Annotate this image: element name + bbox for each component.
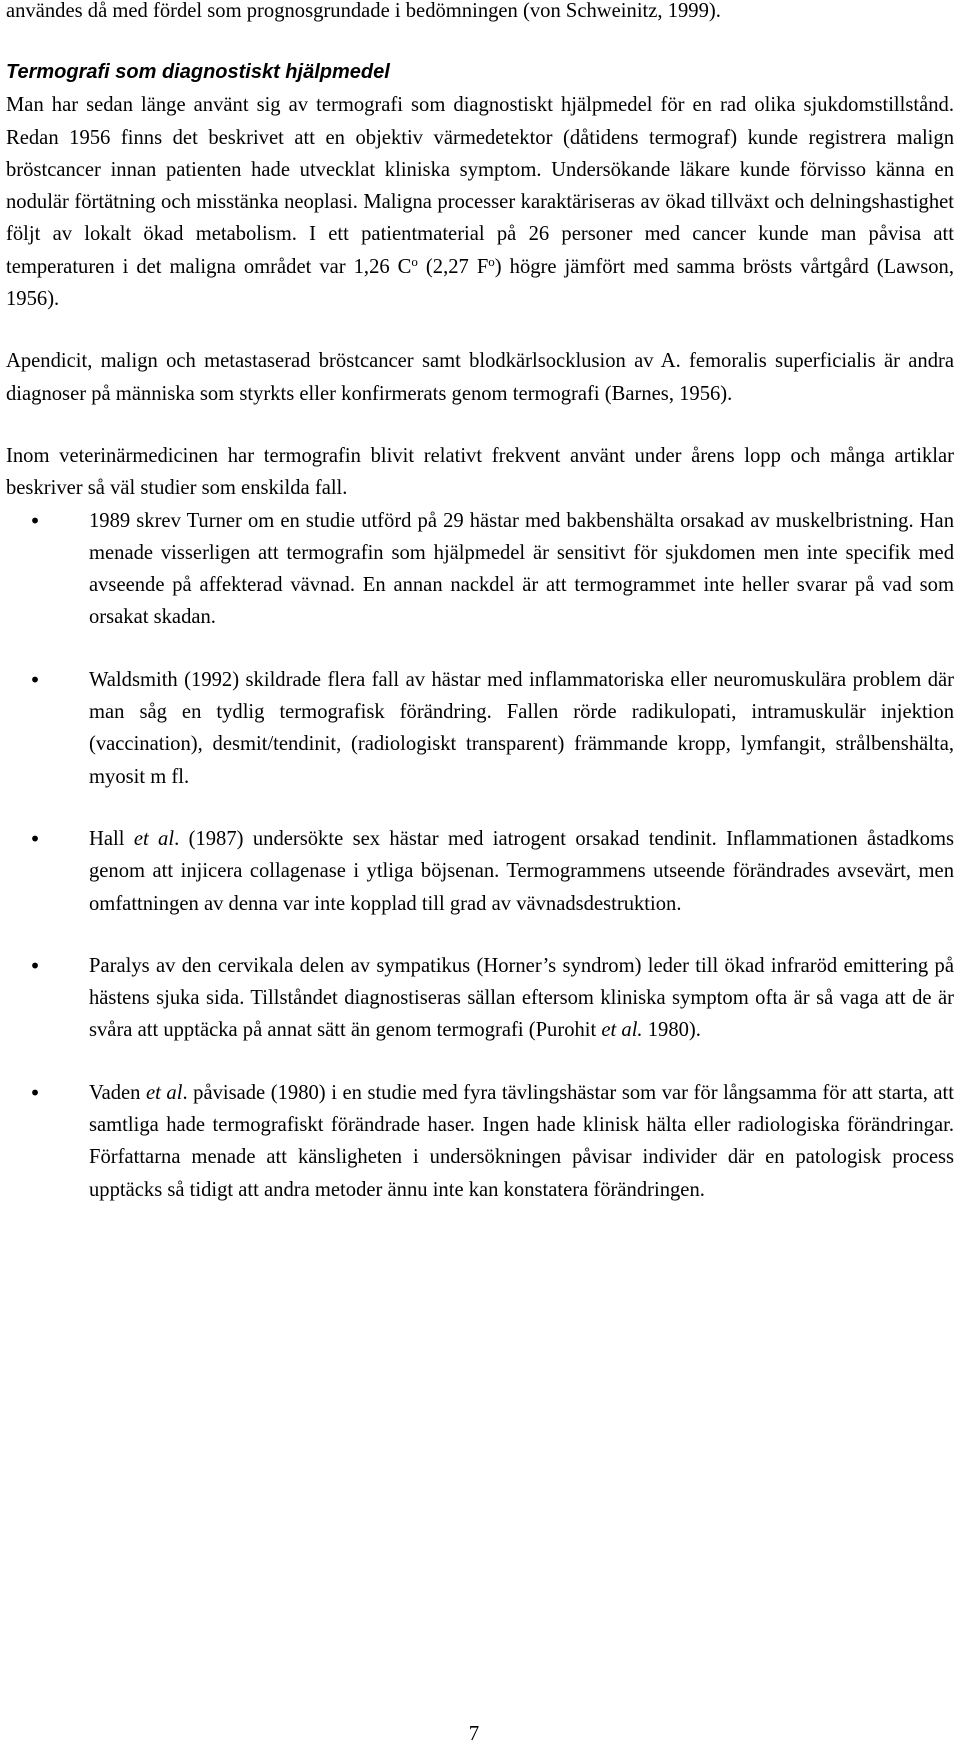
section-heading: Termografi som diagnostiskt hjälpmedel — [6, 61, 390, 84]
paragraph-text: Man har sedan länge använt sig av termografi som diagnostiskt hjälpmedel för en rad olika sjukdomstillstånd. Redan 1956 finns det beskrivet att en objektiv värmedetektor (dåtidens termograf) kunde registrera malign bröstcancer innan patienten hade utvecklat kliniska symptom. Undersökande läkare kunde förvisso känna en nodulär förtätning och misstänka neoplasi. Maligna processer karaktäriseras av ökad tillväxt och delningshastighet följt av lokalt ökad metabolism. I ett patientmaterial på 26 personer med cancer kunde man påvisa att temperaturen i det maligna området var 1,26 C — [6, 94, 954, 278]
list-item-text: . påvisade (1980) i en studie med fyra tävlingshästar som var för långsamma för att starta, att samtliga hade termografiskt förändrade haser. Ingen hade klinisk hälta eller radiologiska förändringar. Författarna menade att känsligheten i undersökningen påvisar individer där en patologisk process upptäcks så tidigt att andra metoder ännu inte kan konstatera förändringen. — [89, 1081, 954, 1201]
degree-superscript: o — [488, 253, 495, 269]
list-item — [6, 1077, 954, 1206]
list-item-text: Hall — [89, 827, 134, 850]
list-item-text: . (1987) undersökte sex hästar med iatrogent orsakad tendinit. Inflammationen åstadkoms genom att injicera collagenase i ytliga böjsenan. Termogrammens utseende förändrades avsevärt, men omfattningen av denna var inte kopplad till grad av vävnadsdestruktion. — [89, 827, 954, 915]
page-number: 7 — [468, 1721, 480, 1745]
degree-superscript: o — [411, 253, 418, 269]
intro-paragraph: användes då med fördel som prognosgrundade i bedömningen (von Schweinitz, 1999). — [6, 0, 721, 22]
bullet-icon: • — [29, 826, 41, 851]
list-item — [6, 950, 954, 1047]
body-paragraph-veterinary: Inom veterinärmedicinen har termografin blivit relativt frekvent använt under årens lopp och många artiklar beskriver så väl studier som enskilda fall. — [6, 444, 954, 500]
list-item — [6, 664, 954, 793]
body-paragraph-thermography — [6, 89, 954, 315]
bullet-icon: • — [29, 667, 41, 692]
bullet-icon: • — [29, 1080, 41, 1105]
bullet-icon: • — [29, 953, 41, 978]
list-item-text: Paralys av den cervikala delen av sympatikus (Horner’s syndrom) leder till ökad infraröd emittering på hästens sjuka sida. Tillståndet diagnostiseras sällan eftersom kliniska symptom ofta är så vaga att de är svåra att upptäcka på annat sätt än genom termografi (Purohit — [89, 954, 954, 1042]
list-item — [6, 505, 954, 634]
et-al-italic: et al. — [601, 1019, 643, 1042]
bullet-icon: • — [29, 508, 41, 533]
paragraph-text: ) högre jämfört med samma brösts vårtgård (Lawson, 1956). — [6, 255, 954, 311]
paragraph-text: (2,27 F — [417, 255, 489, 278]
bullet-list — [6, 505, 954, 1206]
list-item-text: Waldsmith (1992) skildrade flera fall av hästar med inflammatoriska eller neuromuskulära problem där man såg en tydlig termografisk förändring. Fallen rörde radikulopati, intramuskulär injektion (vaccination), desmit/tendinit, (radiologiskt transparent) främmande kropp, lymfangit, strålbenshälta, myosit m fl. — [89, 668, 954, 788]
list-item-text: Vaden — [89, 1081, 147, 1104]
list-item-text: 1989 skrev Turner om en studie utförd på 29 hästar med bakbenshälta orsakad av muskelbristning. Han menade visserligen att termografin som hjälpmedel är sensitivt för sjukdomen men inte specifik med avseende på affekterad vävnad. En annan nackdel är att termogrammet inte heller svarar på vad som orsakat skadan. — [89, 509, 954, 629]
et-al-italic: et al — [146, 1081, 183, 1104]
body-paragraph-diagnoses: Apendicit, malign och metastaserad bröstcancer samt blodkärlsocklusion av A. femoralis superficialis är andra diagnoser på människa som styrkts eller konfirmerats genom termografi (Barnes, 1956). — [6, 350, 954, 405]
list-item-text: 1980). — [642, 1019, 701, 1042]
list-item — [6, 823, 954, 920]
et-al-italic: et al — [133, 827, 175, 850]
document-page — [6, 0, 954, 1206]
